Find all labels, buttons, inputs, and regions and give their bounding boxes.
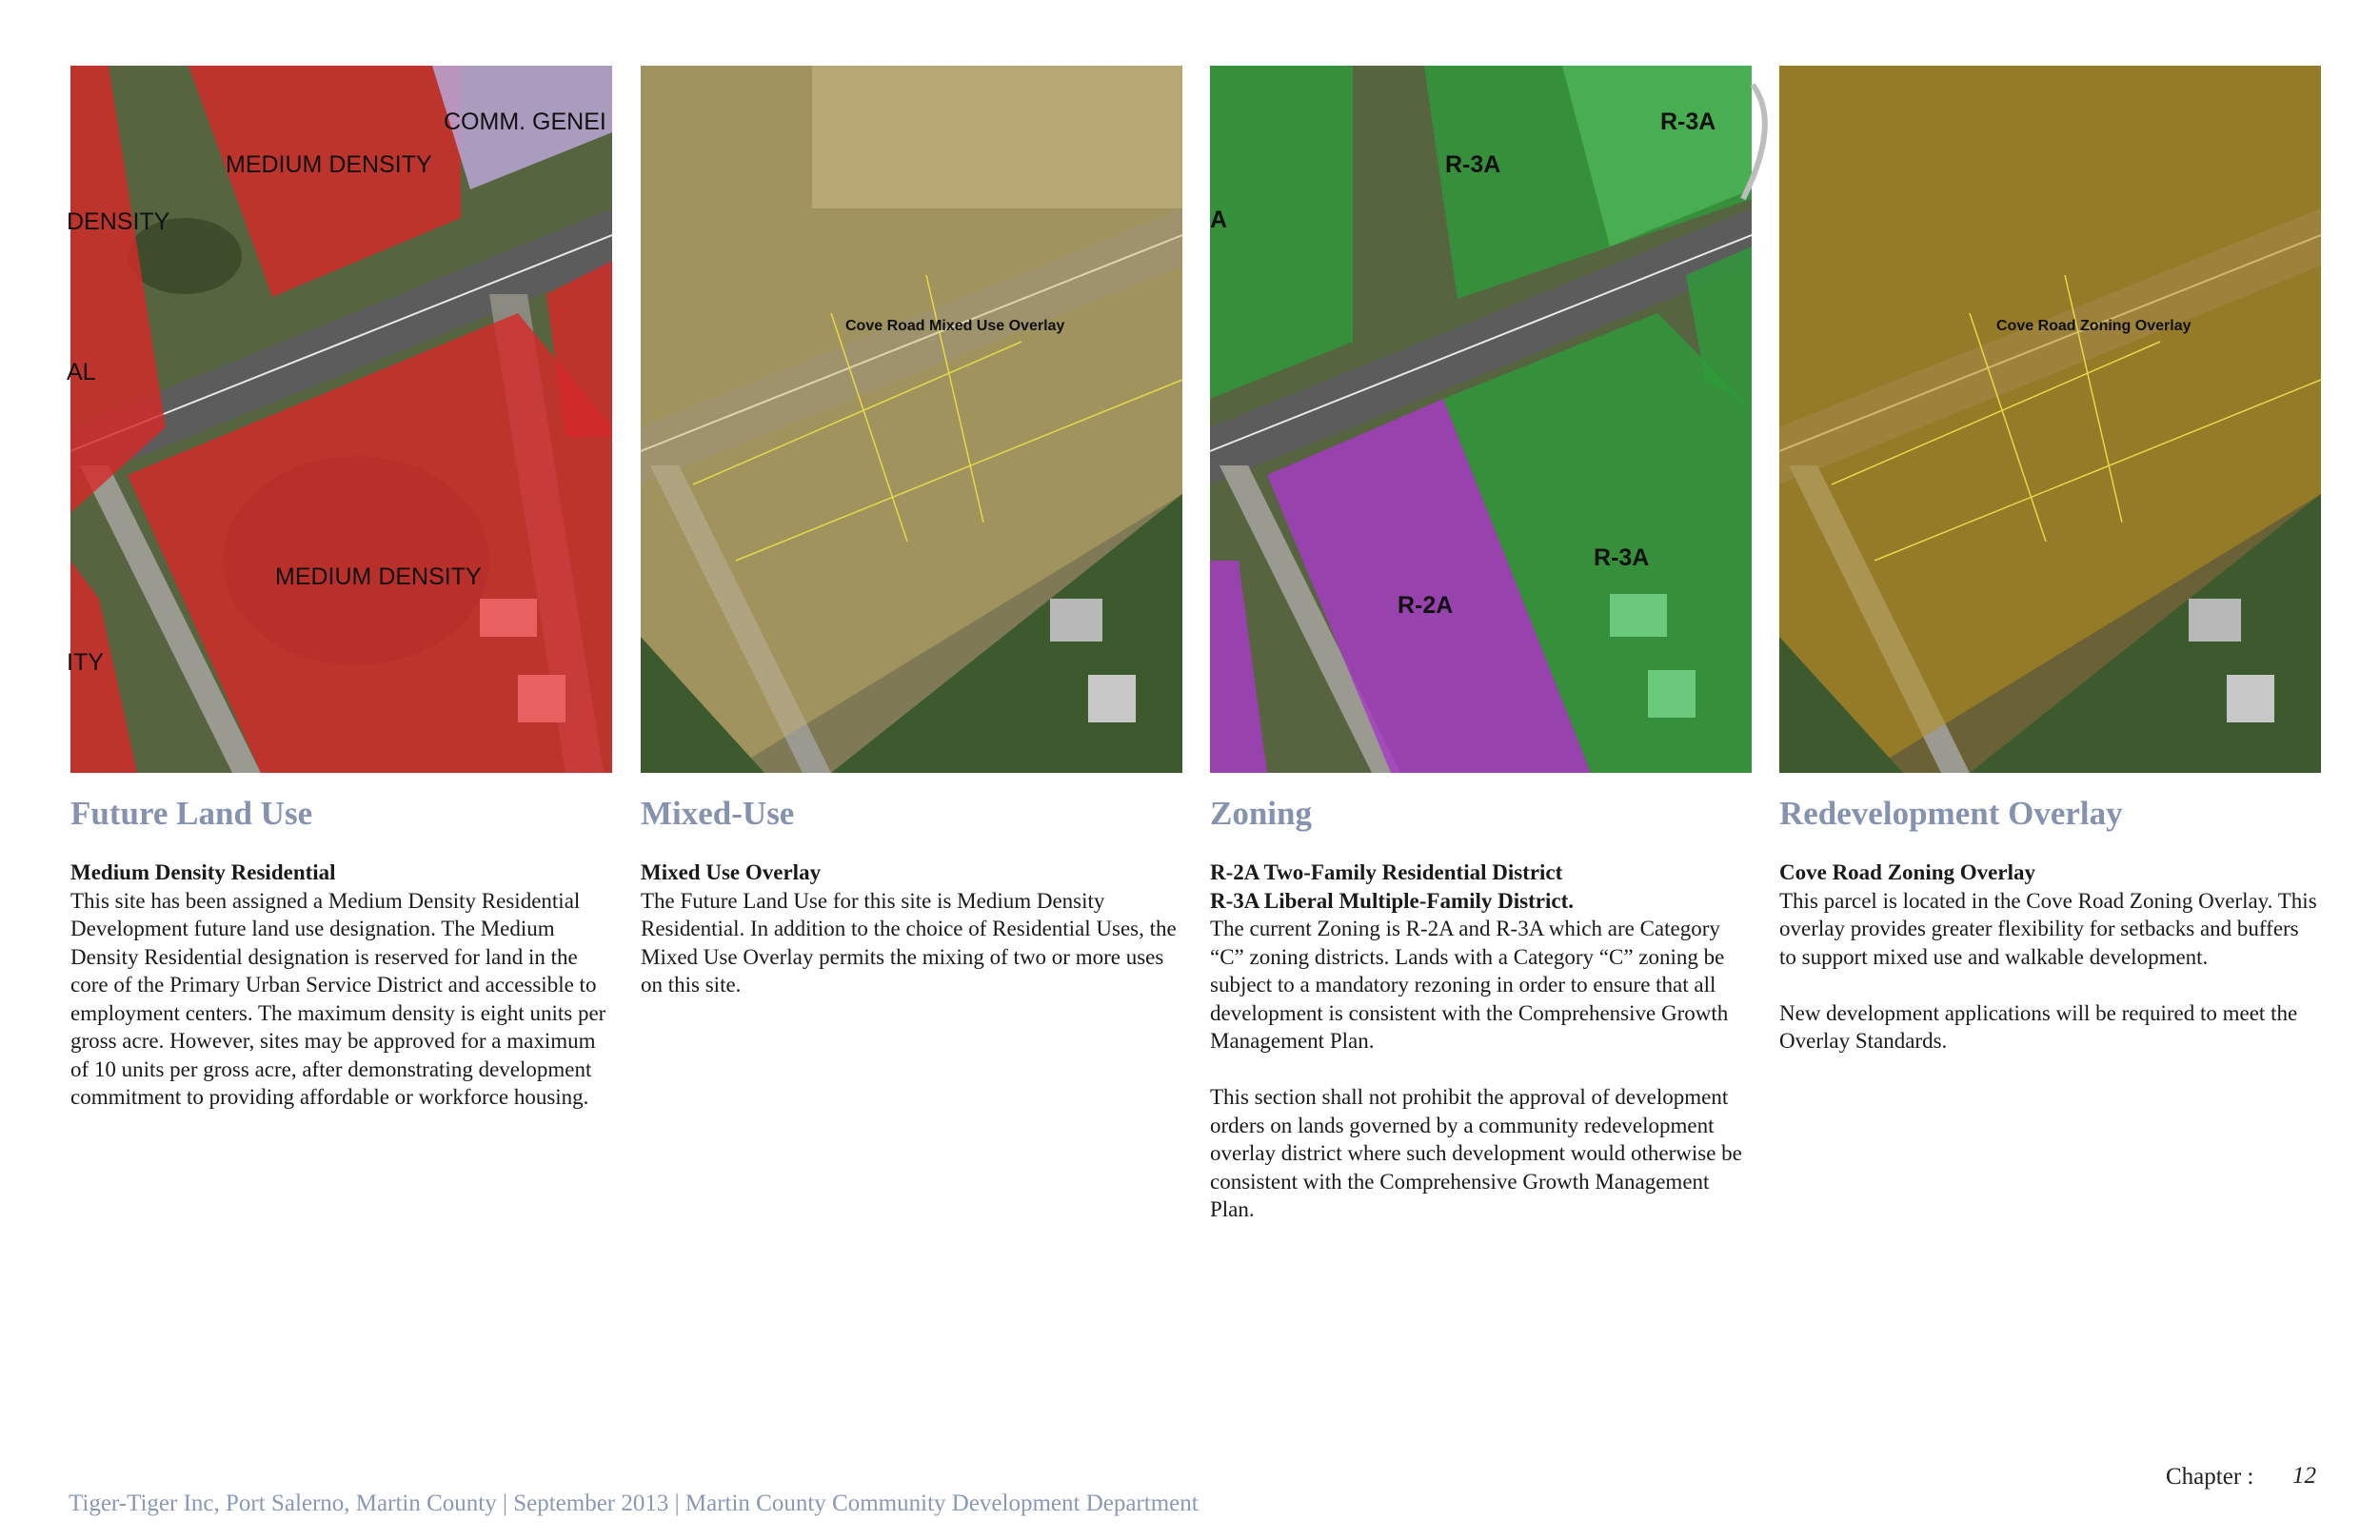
map-label-cove-road-zoning-overlay: Cove Road Zoning Overlay — [1996, 318, 2192, 334]
map-label-r3a-top-right: R-3A — [1660, 109, 1716, 135]
section-title: Zoning — [1210, 795, 1312, 832]
panel-redevelopment-overlay — [1779, 66, 2321, 1056]
paragraph: This site has been assigned a Medium Density Residential Development future land use designation. The Medium Density Residential designation is reserved for land in the core of the Primary Urban Service District and accessible to employment centers. The maximum density is eight units per gross acre. However, sites may be approved for a maximum of 10 units per gross acre, after demonstrating development commitment to providing affordable or workforce housing. — [70, 888, 606, 1109]
section-body — [1779, 859, 2321, 1056]
section-body — [641, 859, 1182, 999]
section-title: Redevelopment Overlay — [1779, 795, 2123, 832]
aerial-map-image — [1779, 66, 2321, 773]
paragraph: The current Zoning is R-2A and R-3A which are Category “C” zoning districts. Lands with a Category “C” zoning be subject to a mandatory rezoning in order to ensure that all development is consistent with the Comprehensive Growth Management Plan. — [1210, 917, 1729, 1053]
map-label-r3a-middle: R-3A — [1594, 544, 1650, 571]
paragraph: This section shall not prohibit the approval of development orders on lands governed by a community redevelopment overlay district where such development would otherwise be consistent with the Comprehensive Growth Management Plan. — [1210, 1085, 1742, 1221]
aerial-map-image — [641, 66, 1182, 773]
zoning-map — [1210, 66, 1752, 773]
map-label-r2a: R-2A — [1398, 592, 1454, 619]
section-title: Mixed-Use — [641, 795, 795, 832]
map-label-a: A — [1210, 207, 1228, 233]
page-footer: Tiger-Tiger Inc, Port Salerno, Martin County | September 2013 | Martin County Community Development Department — [69, 1491, 1199, 1516]
map-label-cove-road-mixed-use: Cove Road Mixed Use Overlay — [845, 318, 1065, 334]
paragraph: New development applications will be required to meet the Overlay Standards. — [1779, 1000, 2298, 1053]
subheading: Medium Density Residential — [70, 860, 336, 884]
panel-mixed-use — [641, 66, 1182, 999]
section-body — [1210, 859, 1752, 1224]
section-title: Future Land Use — [70, 795, 313, 832]
subheading: R-2A Two-Family Residential District — [1210, 860, 1563, 884]
map-label-density: DENSITY — [67, 208, 170, 235]
mixed-use-map — [641, 66, 1182, 773]
future-land-use-map — [67, 66, 612, 773]
subheading: R-3A Liberal Multiple-Family District. — [1210, 888, 1574, 913]
panel-zoning — [1210, 66, 1752, 1224]
redevelopment-overlay-map — [1779, 66, 2321, 773]
paragraph: This parcel is located in the Cove Road Zoning Overlay. This overlay provides greater flexibility for setbacks and buffers to support mixed use and walkable development. — [1779, 888, 2317, 969]
page-number: 12 — [2292, 1463, 2316, 1489]
paragraph: The Future Land Use for this site is Medium Density Residential. In addition to the choice of Residential Uses, the Mixed Use Overlay permits the mixing of two or more uses on this site. — [641, 888, 1177, 997]
map-label-medium-density: MEDIUM DENSITY — [226, 151, 432, 178]
map-label-al: AL — [67, 359, 96, 385]
subheading: Mixed Use Overlay — [641, 860, 822, 884]
panel-future-land-use — [67, 66, 612, 1112]
map-label-medium-density-2: MEDIUM DENSITY — [275, 563, 482, 590]
map-label-ity: ITY — [67, 649, 104, 676]
map-label-comm-general: COMM. GENEI — [444, 109, 606, 135]
map-label-r3a-top: R-3A — [1445, 151, 1501, 178]
section-body — [70, 859, 612, 1112]
chapter-label: Chapter : — [2166, 1464, 2254, 1490]
subheading: Cove Road Zoning Overlay — [1779, 860, 2035, 884]
